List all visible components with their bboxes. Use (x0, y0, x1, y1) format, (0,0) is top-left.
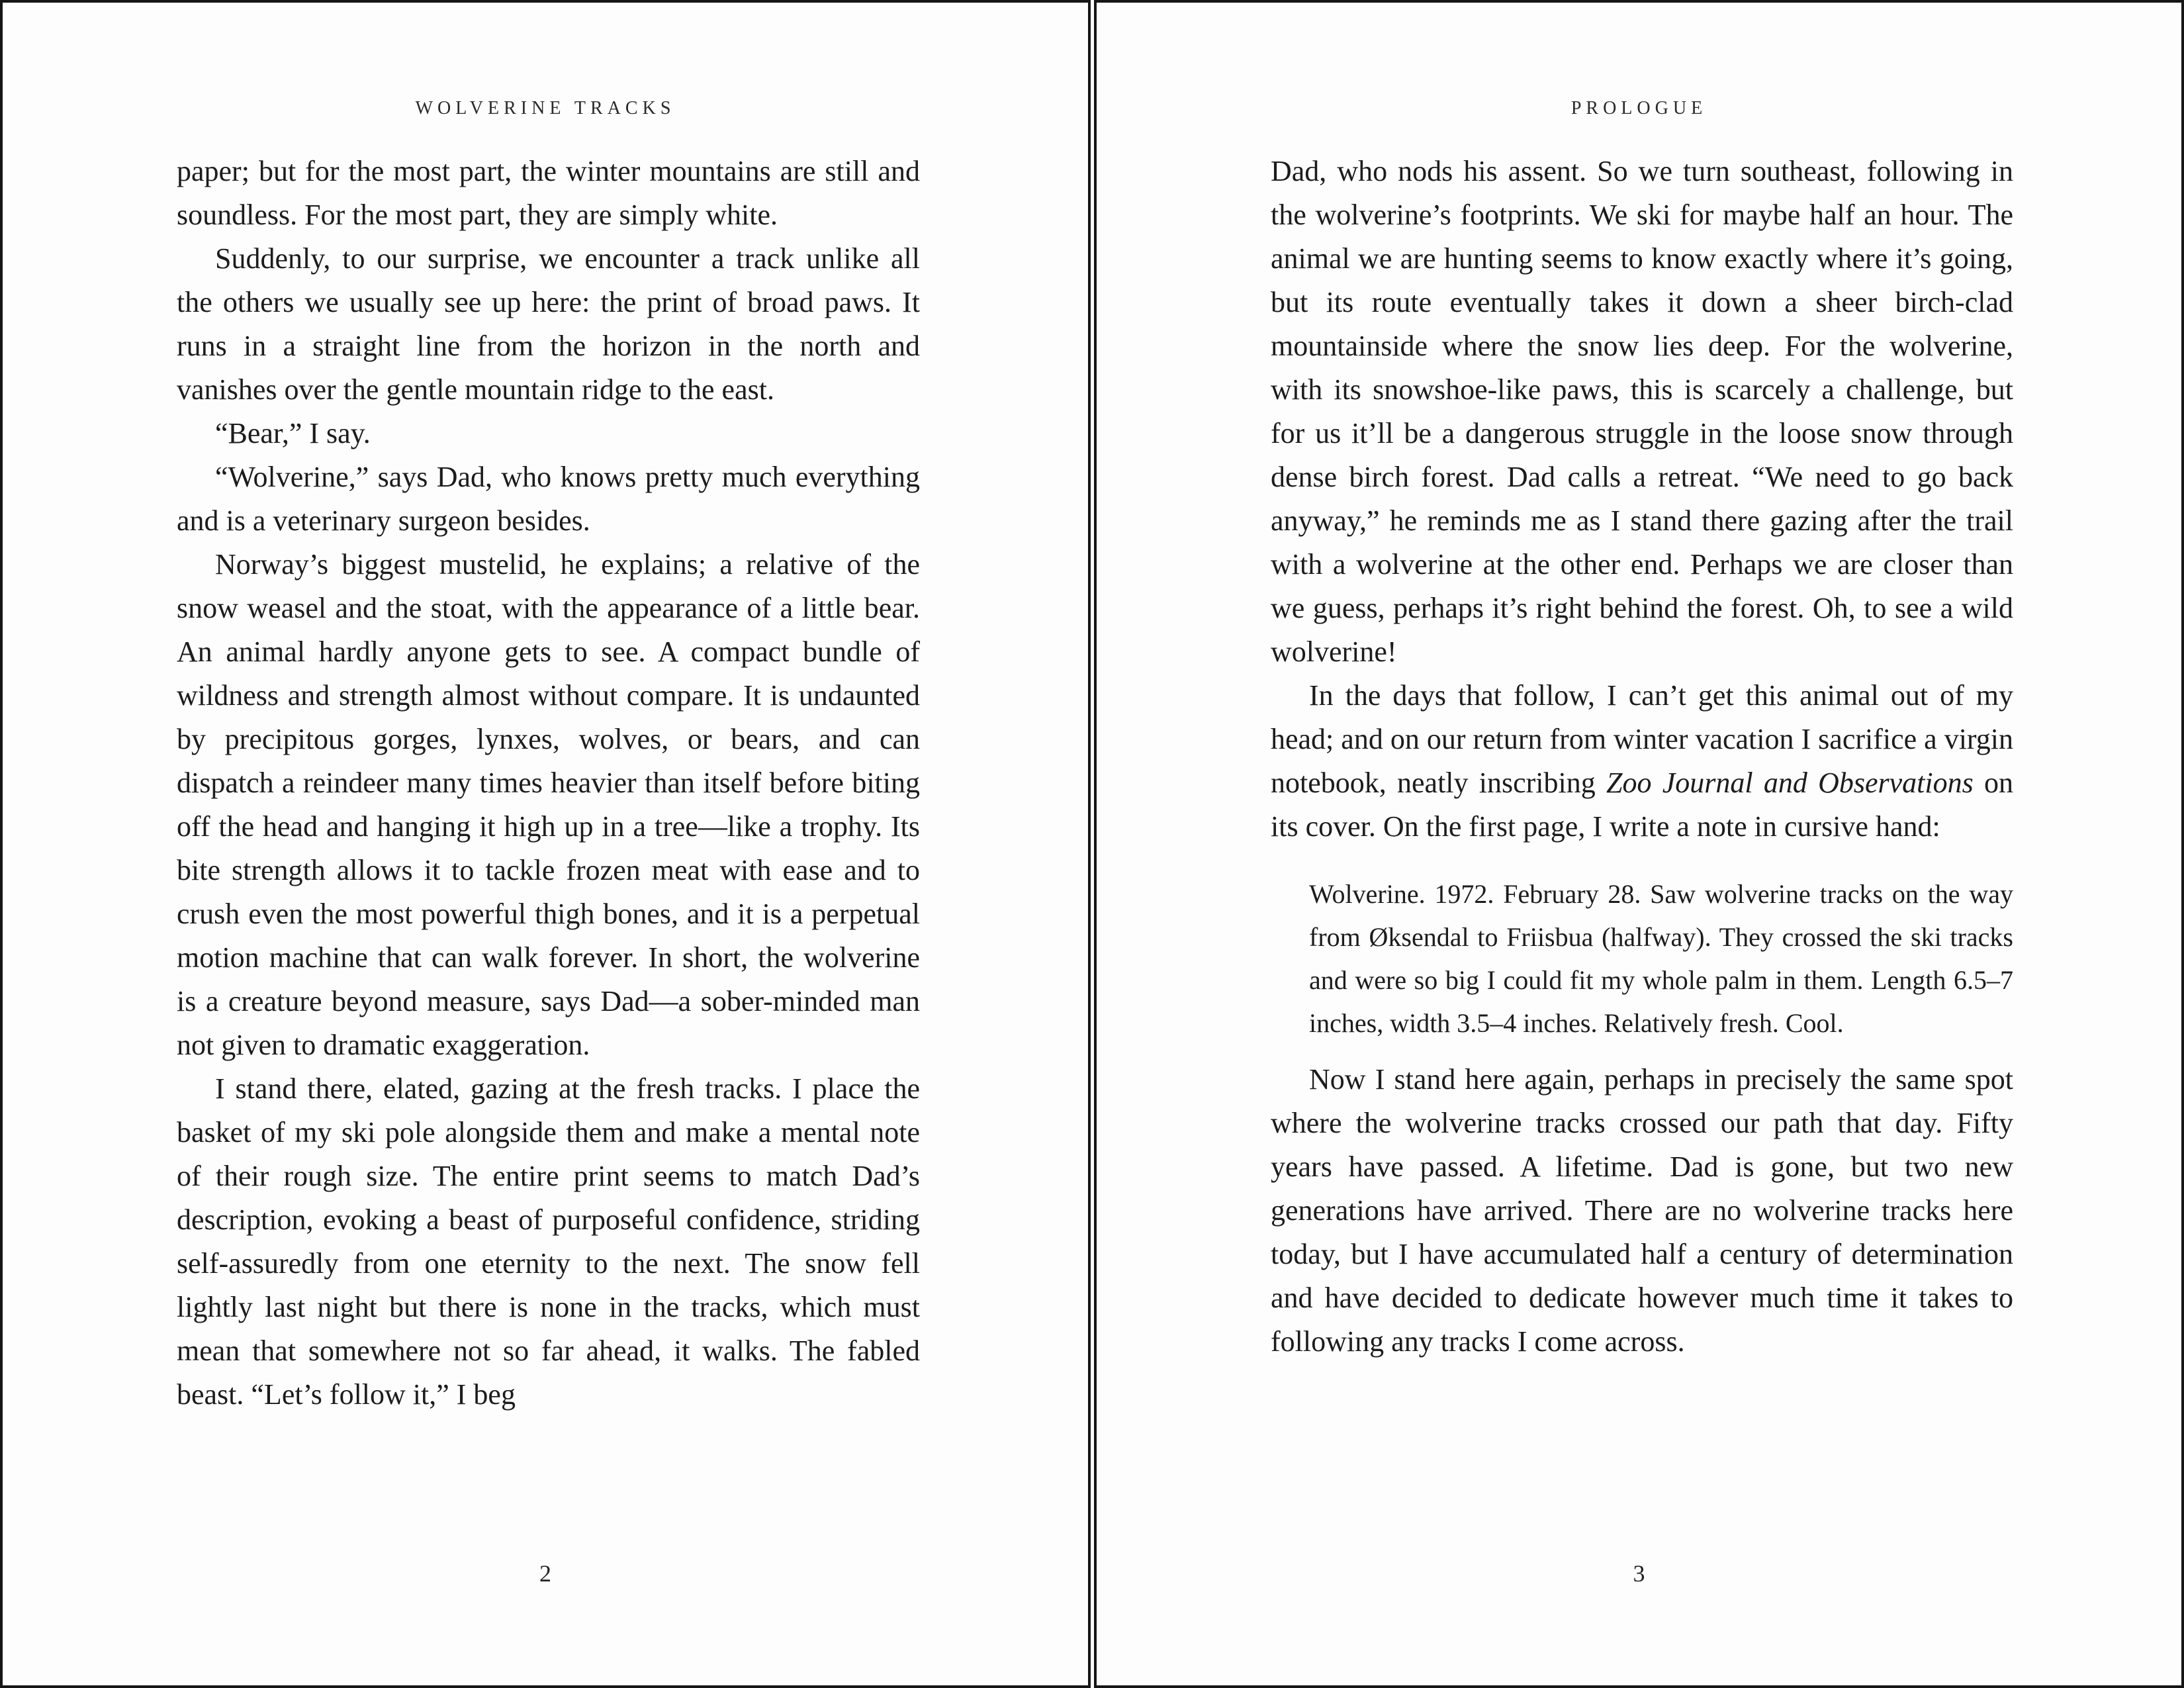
italic-book-title: Zoo Journal and Observations (1606, 767, 1974, 799)
journal-entry-quote: Wolverine. 1972. February 28. Saw wolverine tracks on the way from Øksendal to Friisbua (halfway). They crossed the ski tracks and were so big I could fit my whole palm in them. Length 6.5–7 inches, width 3.5–4 inches. Relatively fresh. Cool. (1309, 879, 2013, 1038)
body-paragraph: Dad, who nods his assent. So we turn southeast, following in the wolverine’s footprints. We ski for maybe half an hour. The animal we are hunting seems to know exactly where it’s going, but its route eventually takes it down a sheer birch-clad mountainside where the snow lies deep. For the wolverine, with its snowshoe-like paws, this is scarcely a challenge, but for us it’ll be a dangerous struggle in the loose snow through dense birch forest. Dad calls a retreat. “We need to go back anyway,” he reminds me as I stand there gazing after the trail with a wolverine at the other end. Perhaps we are closer than we guess, perhaps it’s right behind the forest. Oh, to see a wild wolverine! (1271, 155, 2013, 668)
book-page-right (1094, 0, 2184, 1688)
text-block-left (177, 150, 920, 1417)
page-number-left: 2 (539, 1560, 551, 1587)
body-paragraph: paper; but for the most part, the winter mountains are still and soundless. For the most part, they are simply white. (177, 155, 920, 231)
body-paragraph: In the days that follow, I can’t get this animal out of my head; and on our return from winter vacation I sacrifice a virgin notebook, neatly inscribing Zoo Journal and Observations on its cover. On the first page, I write a note in cursive hand: (1271, 679, 2013, 843)
body-paragraph: Norway’s biggest mustelid, he explains; a relative of the snow weasel and the stoat, with the appearance of a little bear. An animal hardly anyone gets to see. A compact bundle of wildness and strength almost without compare. It is undaunted by precipitous gorges, lynxes, wolves, or bears, and can dispatch a reindeer many times heavier than itself before biting off the head and hanging it high up in a tree—like a trophy. Its bite strength allows it to tackle frozen meat with ease and to crush even the most powerful thigh bones, and it is a perpetual motion machine that can walk forever. In short, the wolverine is a creature beyond measure, says Dad—a sober-minded man not given to dramatic exaggeration. (177, 548, 920, 1061)
running-head-prologue: PROLOGUE (1570, 98, 1707, 118)
text-block-right (1271, 150, 2013, 1364)
book-page-left (0, 0, 1091, 1688)
running-head-chapter-title: WOLVERINE TRACKS (415, 98, 676, 118)
body-paragraph: I stand there, elated, gazing at the fresh tracks. I place the basket of my ski pole alongside them and make a mental note of their rough size. The entire print seems to match Dad’s description, evoking a beast of purposeful confidence, striding self-assuredly from one eternity to the next. The snow fell lightly last night but there is none in the tracks, which must mean that somewhere not so far ahead, it walks. The fabled beast. “Let’s follow it,” I beg (177, 1072, 920, 1411)
body-paragraph: Now I stand here again, perhaps in precisely the same spot where the wolverine tracks crossed our path that day. Fifty years have passed. A lifetime. Dad is gone, but two new generations have arrived. There are no wolverine tracks here today, but I have accumulated half a century of determination and have decided to dedicate however much time it takes to following any tracks I come across. (1271, 1063, 2013, 1358)
page-number-right: 3 (1633, 1560, 1645, 1587)
body-paragraph: “Wolverine,” says Dad, who knows pretty much everything and is a veterinary surgeon besides. (177, 461, 920, 537)
body-paragraph: Suddenly, to our surprise, we encounter a track unlike all the others we usually see up here: the print of broad paws. It runs in a straight line from the horizon in the north and vanishes over the gentle mountain ridge to the east. (177, 242, 920, 406)
body-paragraph: “Bear,” I say. (215, 417, 371, 449)
